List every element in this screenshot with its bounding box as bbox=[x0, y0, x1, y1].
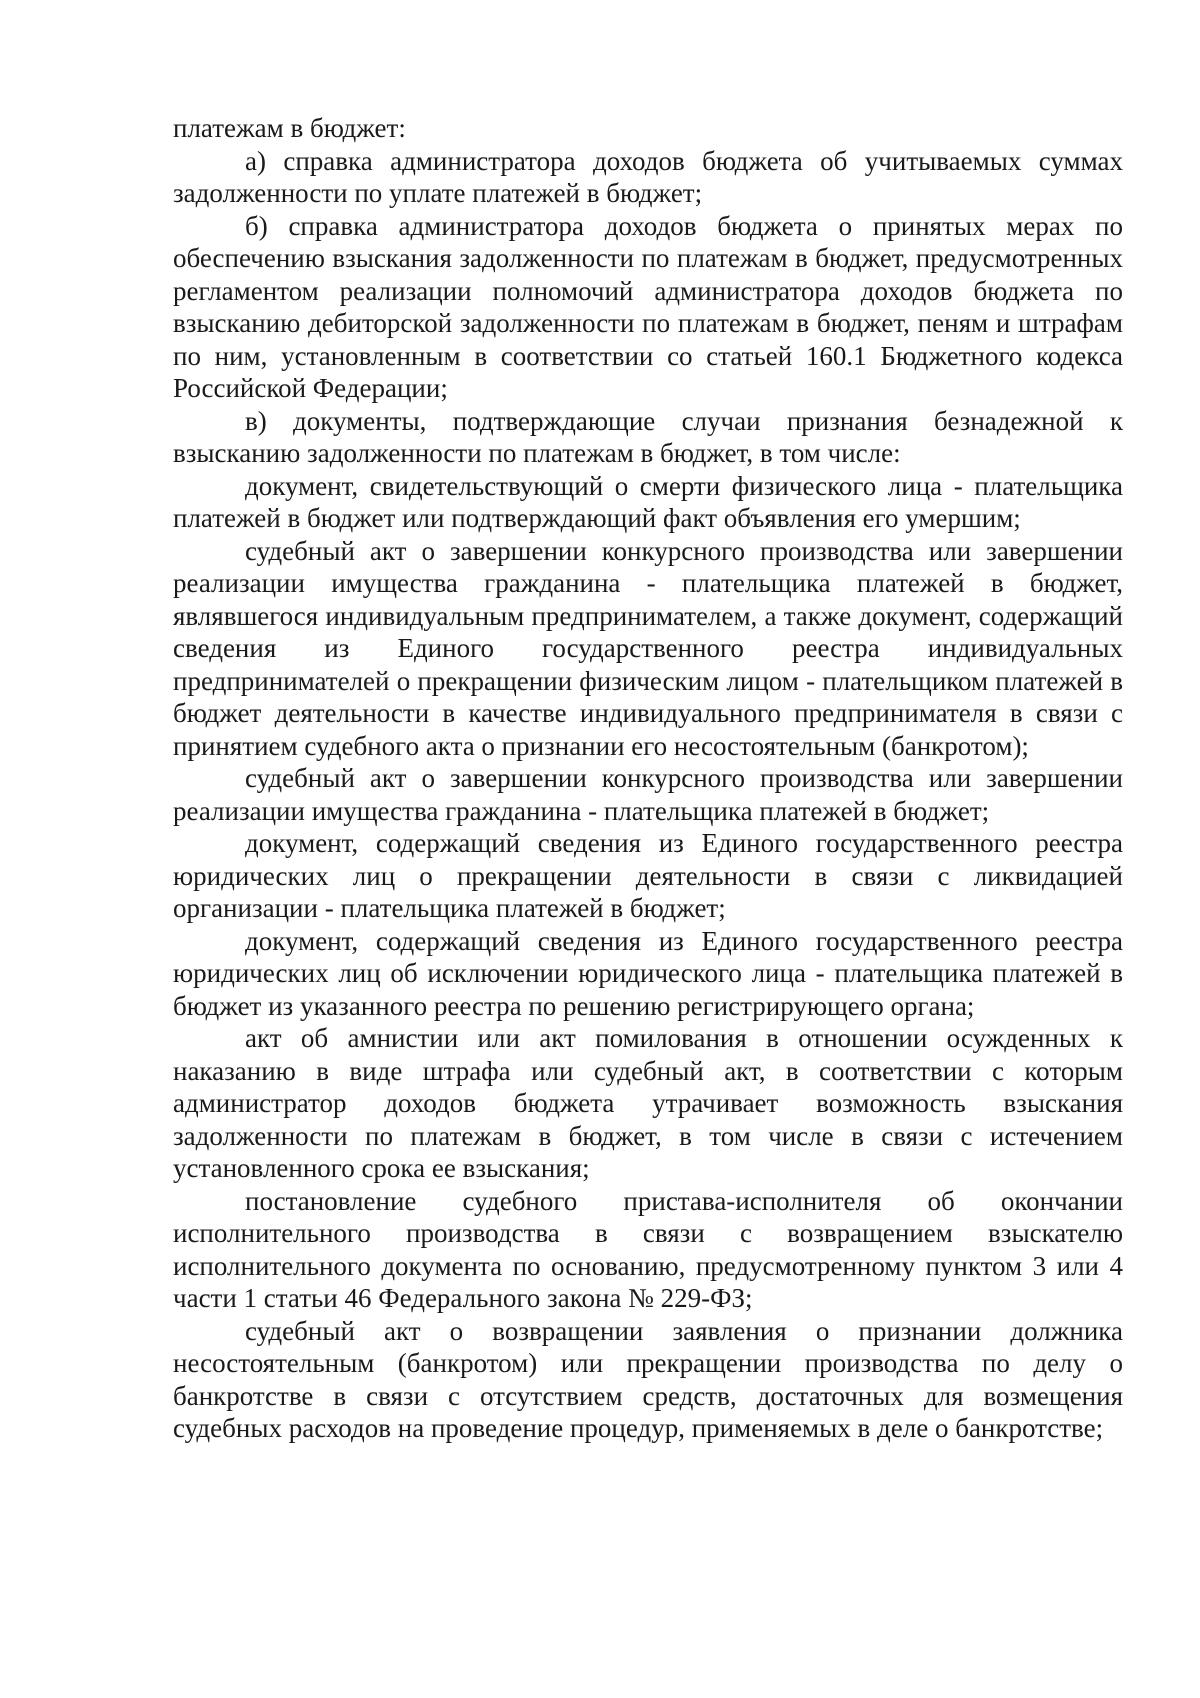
document-body bbox=[173, 112, 1123, 1445]
paragraph-bailiff-resolution: постановление судебного пристава-исполнителя об окончании исполнительного производства в связи с возвращением взыскателю исполнительного документа по основанию, предусмотренному пунктом 3 или 4 части 1 статьи 46 Федерального закона № 229-ФЗ; bbox=[173, 1185, 1123, 1313]
paragraph-death-document: документ, свидетельствующий о смерти физического лица - плательщика платежей в бюджет или подтверждающий факт объявления его умершим; bbox=[173, 470, 1123, 533]
paragraph-liquidation: документ, содержащий сведения из Единого государственного реестра юридических лиц о прекращении деятельности в связи с ликвидацией организации - плательщика платежей в бюджет; bbox=[173, 828, 1123, 923]
paragraph-item-v: в) документы, подтверждающие случаи признания безнадежной к взысканию задолженности по платежам в бюджет, в том числе: bbox=[173, 405, 1123, 468]
paragraph-exclusion-from-register: документ, содержащий сведения из Единого государственного реестра юридических лиц об исключении юридического лица - плательщика платежей в бюджет из указанного реестра по решению регистрирующего органа; bbox=[173, 925, 1123, 1021]
paragraph-continuation: платежам в бюджет: bbox=[173, 113, 406, 143]
paragraph-item-a: а) справка администратора доходов бюджета об учитываемых суммах задолженности по уплате платежей в бюджет; bbox=[173, 145, 1123, 208]
paragraph-bankruptcy-entrepreneur: судебный акт о завершении конкурсного производства или завершении реализации имущества гражданина - плательщика платежей в бюджет, являвшегося индивидуальным предпринимателем, а также документ, содержащий сведения из Единого государственного реестра индивидуальных предпринимателей о прекращении физическим лицом - плательщиком платежей в бюджет деятельности в качестве индивидуального предпринимателя в связи с принятием судебного акта о признании его несостоятельным (банкротом); bbox=[173, 535, 1123, 761]
paragraph-amnesty: акт об амнистии или акт помилования в отношении осужденных к наказанию в виде штрафа или судебный акт, в соответствии с которым администратор доходов бюджета утрачивает возможность взыскания задолженности по платежам в бюджет, в том числе в связи с истечением установленного срока ее взыскания; bbox=[173, 1023, 1123, 1183]
paragraph-bankruptcy-return: судебный акт о возвращении заявления о признании должника несостоятельным (банкротом) или прекращении производства по делу о банкротстве в связи с отсутствием средств, достаточных для возмещения судебных расходов на проведение процедур, применяемых в деле о банкротстве; bbox=[173, 1315, 1123, 1443]
paragraph-bankruptcy-citizen: судебный акт о завершении конкурсного производства или завершении реализации имущества гражданина - плательщика платежей в бюджет; bbox=[173, 763, 1123, 826]
paragraph-item-b: б) справка администратора доходов бюджета о принятых мерах по обеспечению взыскания задолженности по платежам в бюджет, предусмотренных регламентом реализации полномочий администратора доходов бюджета по взысканию дебиторской задолженности по платежам в бюджет, пеням и штрафам по ним, установленным в соответствии со статьей 160.1 Бюджетного кодекса Российской Федерации; bbox=[173, 210, 1123, 403]
